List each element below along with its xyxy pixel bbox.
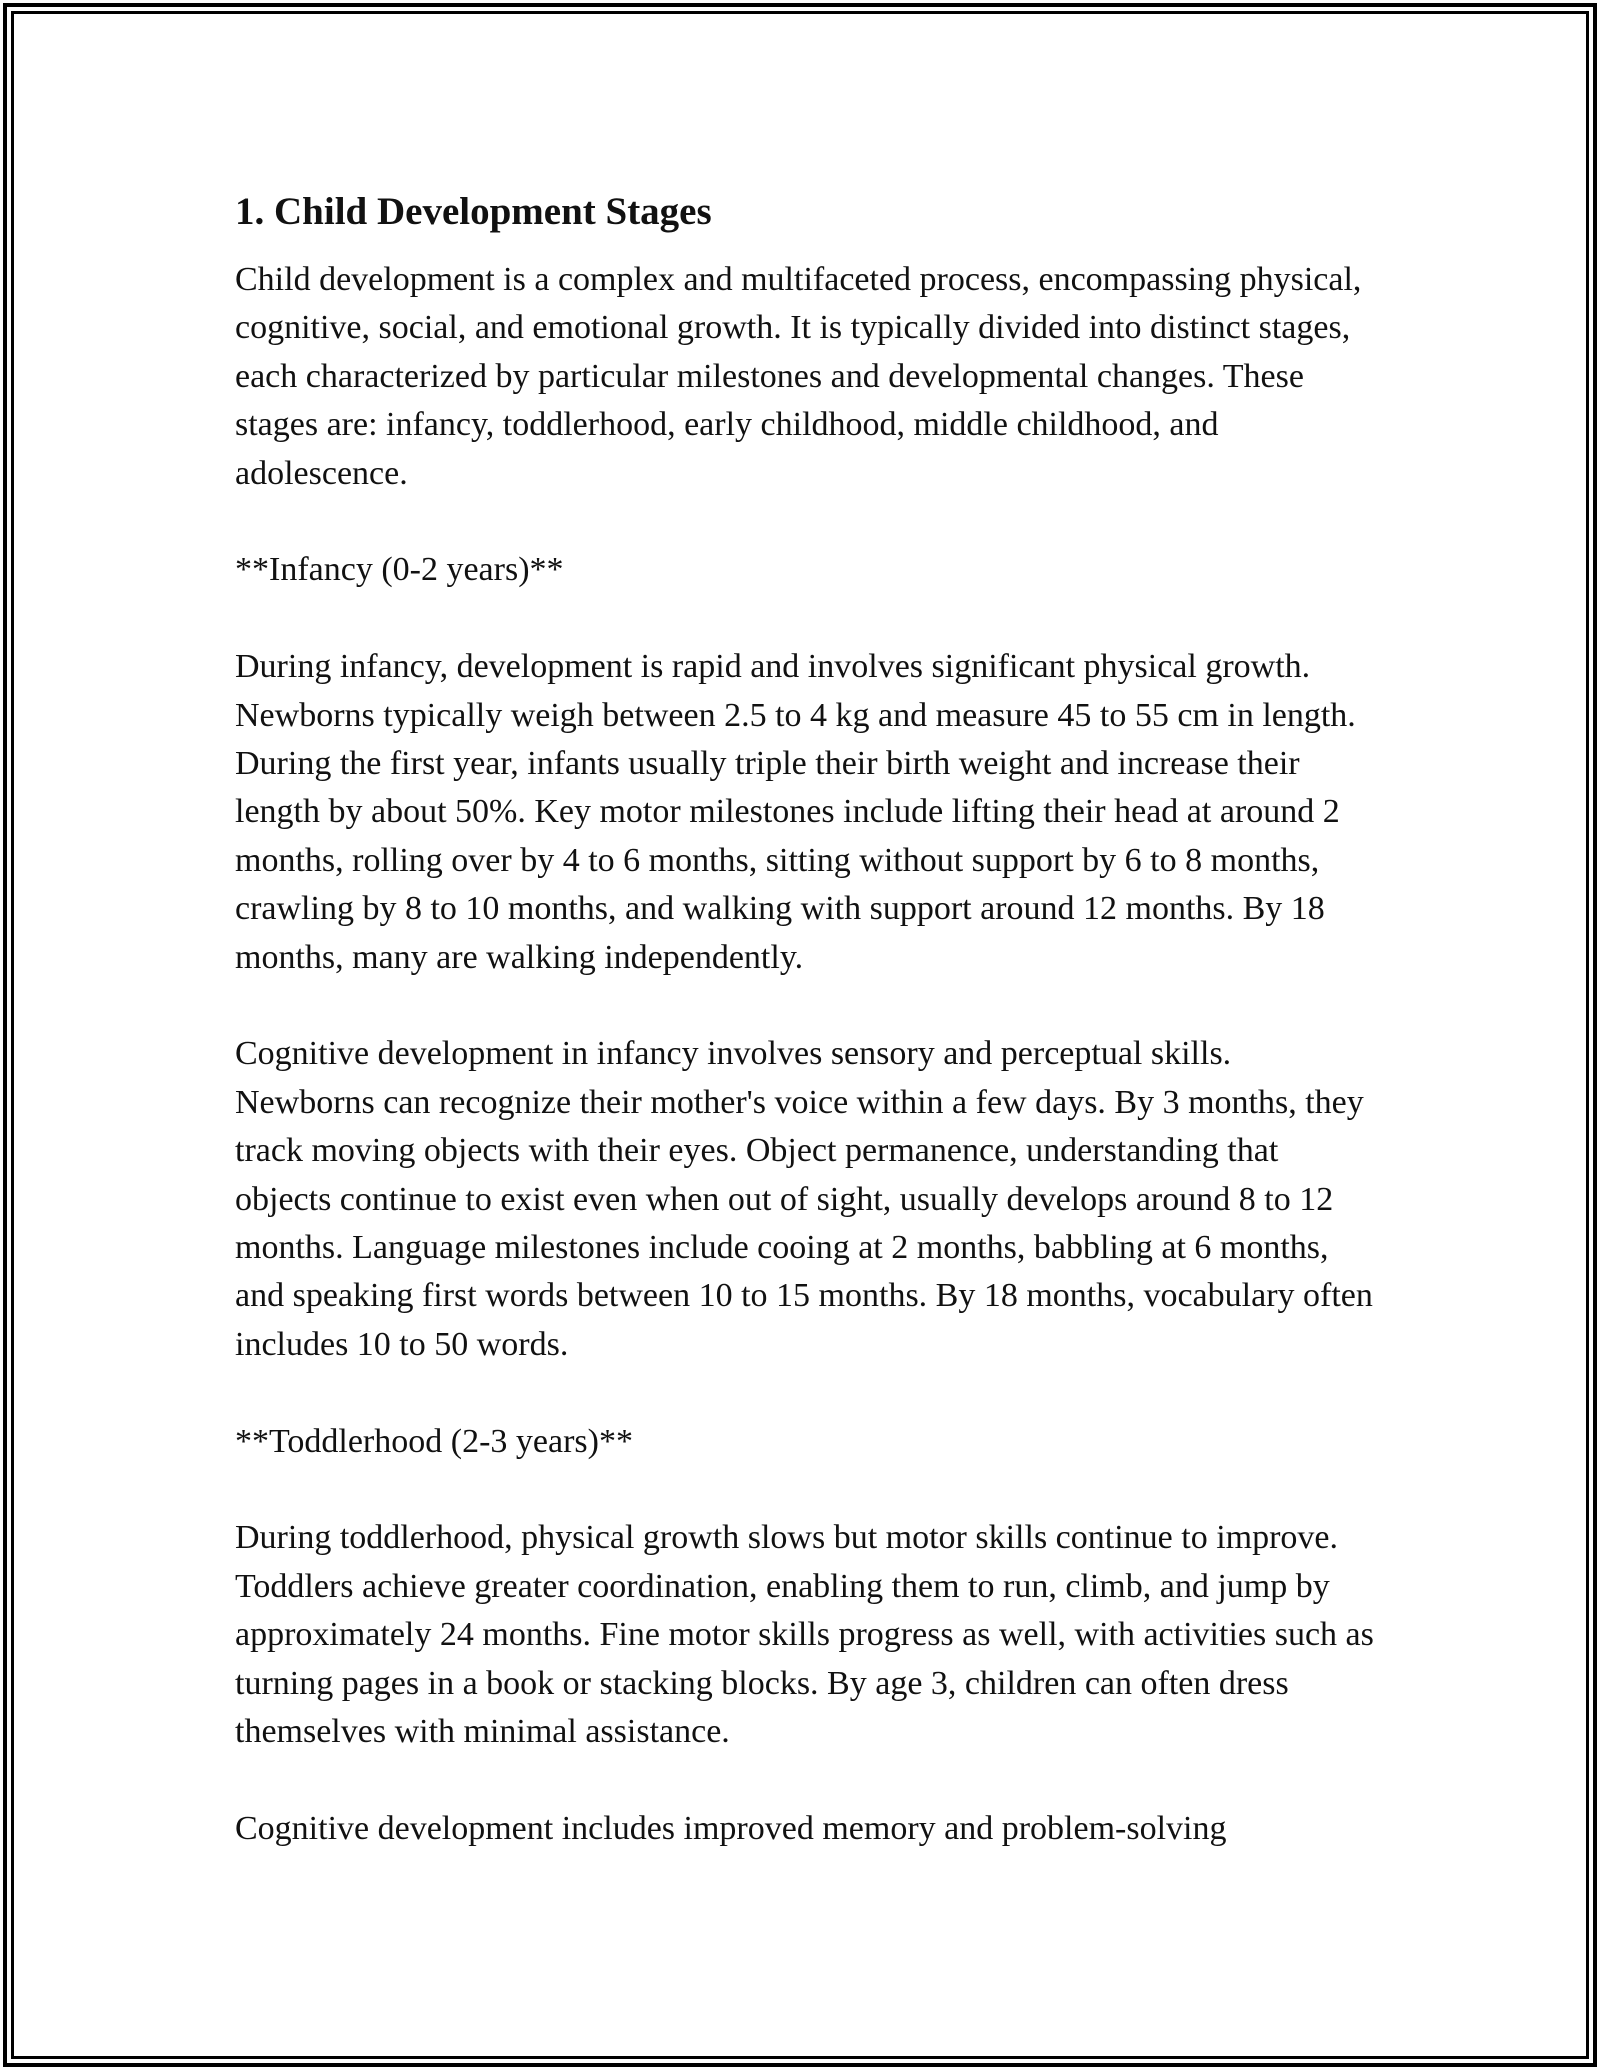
infancy-subheading: **Infancy (0-2 years)** <box>235 551 564 589</box>
toddlerhood-subheading: **Toddlerhood (2-3 years)** <box>235 1422 633 1460</box>
intro-paragraph: Child development is a complex and multifaceted process, encompassing physical, cognitive, social, and emotional growth. It is typically divided into distinct stages, each characterized by particular milestones and developmental changes. These stages are: infancy, toddlerhood, early childhood, middle childhood, and adolescence. <box>235 261 1362 492</box>
infancy-physical-paragraph: During infancy, development is rapid and involves significant physical growth. Newborns typically weigh between 2.5 to 4 kg and measure 45 to 55 cm in length. During the first year, infants usually triple their birth weight and increase their length by about 50%. Key motor milestones include lifting their head at around 2 months, rolling over by 4 to 6 months, sitting without support by 6 to 8 months, crawling by 8 to 10 months, and walking with support around 12 months. By 18 months, many are walking independently. <box>235 648 1356 976</box>
section-heading: 1. Child Development Stages <box>235 190 712 233</box>
document-body <box>235 186 1375 1853</box>
infancy-cognitive-paragraph: Cognitive development in infancy involves sensory and perceptual skills. Newborns can recognize their mother's voice within a few days. By 3 months, they track moving objects with their eyes. Object permanence, understanding that objects continue to exist even when out of sight, usually develops around 8 to 12 months. Language milestones include cooing at 2 months, babbling at 6 months, and speaking first words between 10 to 15 months. By 18 months, vocabulary often includes 10 to 50 words. <box>235 1035 1373 1363</box>
toddlerhood-cognitive-paragraph: Cognitive development includes improved memory and problem-solving <box>235 1809 1227 1847</box>
toddlerhood-physical-paragraph: During toddlerhood, physical growth slows but motor skills continue to improve. Toddlers achieve greater coordination, enabling them to run, climb, and jump by approximately 24 months. Fine motor skills progress as well, with activities such as turning pages in a book or stacking blocks. By age 3, children can often dress themselves with minimal assistance. <box>235 1519 1374 1751</box>
